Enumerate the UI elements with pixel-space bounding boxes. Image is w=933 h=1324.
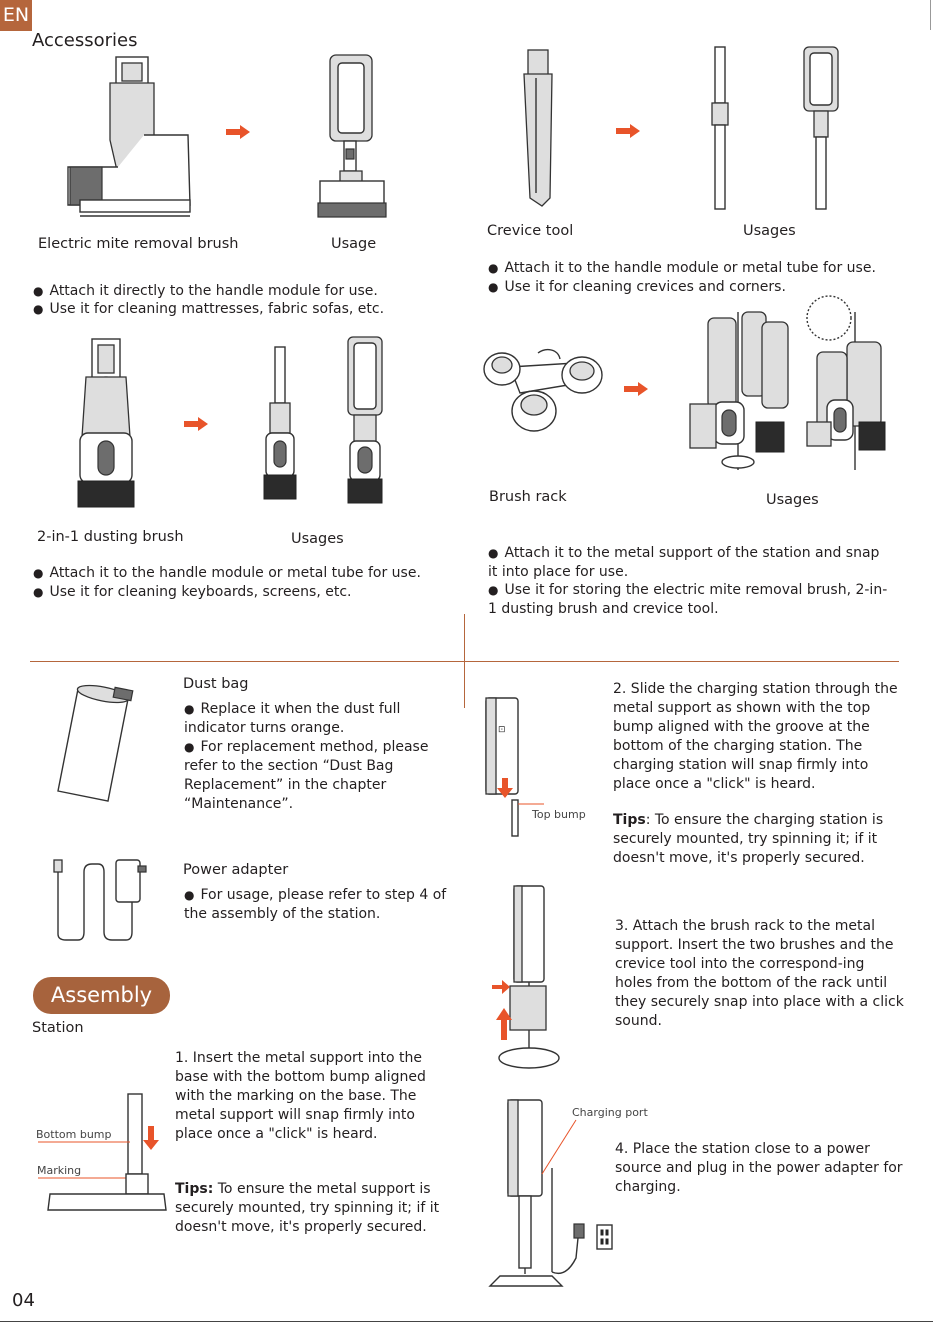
dust-bag-illustration: [52, 683, 142, 805]
step2-tips-text: : To ensure the charging station is securely mounted, try spinning it; if it doesn't move, it's properly secured.: [613, 812, 884, 866]
mite-brush-caption: Electric mite removal brush: [38, 236, 239, 252]
top-bump-label: Top bump: [532, 808, 586, 821]
dusting-brush-illustration: [76, 337, 136, 509]
dust-bag-bullet-2: ● For replacement method, please refer to the section “Dust Bag Replacement” in the chapter “Maintenance”.: [184, 738, 452, 814]
arrow-right-icon: [226, 125, 252, 139]
mite-brush-illustration: [60, 55, 200, 220]
step2-tips: [613, 811, 903, 868]
mite-brush-usage-illustration: [312, 53, 392, 221]
power-outlet-icon: [596, 1224, 614, 1250]
crevice-tool-bullet-2: ● Use it for cleaning crevices and corners.: [488, 278, 928, 297]
brush-rack-usage-caption: Usages: [766, 492, 819, 508]
step1-text: 1. Insert the metal support into the base with the bottom bump aligned with the marking on the base. The metal support will snap firmly into place once a "click" is heard.: [175, 1050, 426, 1142]
marking-label: Marking: [37, 1164, 82, 1177]
crevice-tool-usage-caption: Usages: [743, 223, 796, 239]
step3-text: 3. Attach the brush rack to the metal support. Insert the two brushes and the crevice tool into the correspond-ing holes from the bottom of the rack until they securely snap into place with a click sound.: [615, 918, 904, 1029]
dusting-brush-bullet-2: ● Use it for cleaning keyboards, screens, etc.: [33, 583, 458, 602]
arrow-right-icon: [624, 382, 650, 396]
step1-illustration: [32, 1090, 172, 1220]
crevice-handle-usage-illustration: [798, 45, 844, 213]
dusting-brush-bullet-1: ● Attach it to the handle module or metal tube for use.: [33, 564, 458, 583]
step1-tips-text: To ensure the metal support is securely mounted, try spinning it; if it doesn't move, it's properly secured.: [175, 1181, 440, 1235]
crevice-tool-illustration: [520, 48, 560, 208]
top-right-tick: [930, 0, 931, 30]
dusting-brush-caption: 2-in-1 dusting brush: [37, 529, 184, 545]
svg-text:⊡: ⊡: [498, 725, 506, 735]
step4-text: 4. Place the station close to a power source and plug in the power adapter for charging.: [615, 1141, 903, 1195]
step1-tips-label: Tips:: [175, 1181, 214, 1197]
crevice-tool-bullet-1: ● Attach it to the handle module or metal tube for use.: [488, 259, 928, 278]
brush-rack-bullet-2: ● Use it for storing the electric mite removal brush, 2-in-1 dusting brush and crevice tool.: [488, 581, 888, 619]
brush-rack-bullet-1: ● Attach it to the metal support of the station and snap it into place for use.: [488, 544, 888, 582]
brush-rack-usage-illustration-2: [803, 312, 887, 472]
power-adapter-illustration: [44, 856, 152, 944]
column-divider: [464, 614, 465, 708]
dusting-brush-handle-usage-illustration: [342, 335, 388, 510]
arrow-right-icon: [184, 417, 210, 431]
arrow-right-icon: [616, 124, 642, 138]
step2-tips-label: Tips: [613, 812, 646, 828]
dust-bag-bullet-1: ● Replace it when the dust full indicator turns orange.: [184, 700, 452, 738]
dust-bag-title: Dust bag: [183, 676, 249, 692]
crevice-tool-caption: Crevice tool: [487, 223, 574, 239]
dusting-brush-usage-caption: Usages: [291, 531, 344, 547]
section-title: Accessories: [32, 30, 138, 51]
step3-illustration: [488, 882, 560, 1072]
mite-brush-bullet-1: ● Attach it directly to the handle module for use.: [33, 282, 453, 301]
brush-rack-caption: Brush rack: [489, 489, 567, 505]
dusting-brush-tube-usage-illustration: [262, 345, 298, 510]
station-subtitle: Station: [32, 1020, 84, 1036]
bottom-bump-label: Bottom bump: [36, 1128, 112, 1141]
brush-rack-usage-illustration-1: [686, 312, 790, 472]
power-adapter-bullet-1: ● For usage, please refer to step 4 of the assembly of the station.: [184, 886, 452, 924]
page-number: 04: [12, 1290, 35, 1311]
mite-brush-usage-caption: Usage: [331, 236, 377, 252]
brush-rack-illustration: [480, 345, 606, 437]
bottom-border: [0, 1321, 933, 1322]
language-badge: EN: [0, 0, 32, 31]
mite-brush-bullet-2: ● Use it for cleaning mattresses, fabric sofas, etc.: [33, 300, 453, 319]
power-adapter-title: Power adapter: [183, 862, 289, 878]
charging-port-pointer: [540, 1118, 580, 1176]
crevice-tube-usage-illustration: [705, 45, 735, 213]
charging-port-label: Charging port: [572, 1106, 648, 1119]
step2-text: 2. Slide the charging station through the metal support as shown with the top bump aligned with the groove at the bottom of the charging station. The charging station will snap firmly into place once a "click" is heard.: [613, 681, 898, 792]
step1-tips: [175, 1180, 451, 1237]
assembly-badge: Assembly: [33, 977, 170, 1014]
